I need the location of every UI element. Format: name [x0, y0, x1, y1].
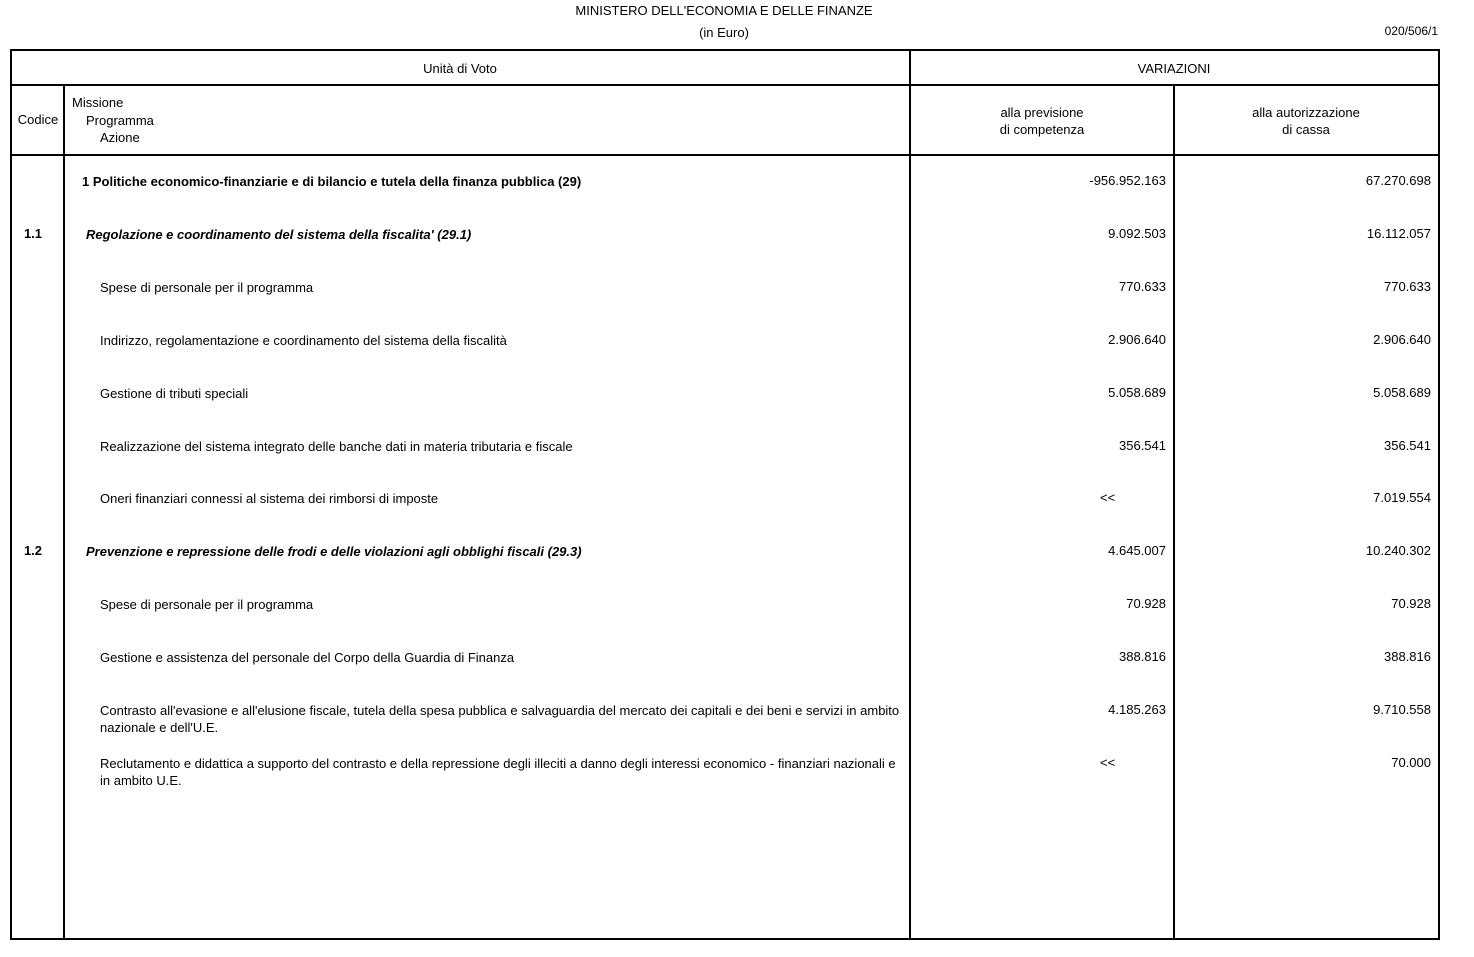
- row-cassa-value: 67.270.698: [1365, 173, 1431, 188]
- row-competenza-value: 70.928: [1126, 596, 1166, 611]
- row-description: Regolazione e coordinamento del sistema della fiscalita' (29.1): [86, 227, 472, 242]
- header-divider-2: [10, 154, 1440, 156]
- page-title: MINISTERO DELL'ECONOMIA E DELLE FINANZE: [575, 3, 873, 18]
- row-cassa-value: 70.000: [1391, 755, 1431, 770]
- row-competenza-value: 4.185.263: [1108, 702, 1166, 717]
- row-cassa-value: 356.541: [1384, 438, 1431, 453]
- header-cassa-line1: alla autorizzazione: [1252, 105, 1360, 120]
- row-code: 1.2: [23, 543, 43, 558]
- row-code: 1.1: [23, 226, 43, 241]
- table-row: [12, 702, 1436, 754]
- header-competenza-line1: alla previsione: [1000, 105, 1084, 120]
- row-description: Realizzazione del sistema integrato delle banche dati in materia tributaria e fiscale: [100, 439, 573, 454]
- row-description: Contrasto all'evasione e all'elusione fiscale, tutela della spesa pubblica e salvaguardia del mercato dei capitali e dei beni e servizi in ambito nazionale e dell'U.E.: [100, 703, 900, 735]
- row-competenza-value: 388.816: [1119, 649, 1166, 664]
- row-description: Prevenzione e repressione delle frodi e delle violazioni agli obblighi fiscali (29.3): [86, 544, 582, 559]
- table-row: [12, 385, 1436, 437]
- header-competenza-line2: di competenza: [999, 122, 1085, 137]
- table-row: [12, 279, 1436, 331]
- row-cassa-value: 10.240.302: [1365, 543, 1431, 558]
- header-missione: Missione: [72, 95, 124, 110]
- row-competenza-value: -956.952.163: [1089, 173, 1166, 188]
- table-row: [12, 490, 1436, 542]
- header-cassa: [1176, 104, 1436, 138]
- row-description: Indirizzo, regolamentazione e coordinamento del sistema della fiscalità: [100, 333, 507, 348]
- row-description: Oneri finanziari connessi al sistema dei rimborsi di imposte: [100, 491, 439, 506]
- row-competenza-value: 2.906.640: [1108, 332, 1166, 347]
- row-cassa-value: 9.710.558: [1373, 702, 1431, 717]
- row-cassa-value: 2.906.640: [1373, 332, 1431, 347]
- row-cassa-value: 5.058.689: [1373, 385, 1431, 400]
- row-description: Gestione e assistenza del personale del Corpo della Guardia di Finanza: [100, 650, 515, 665]
- row-description: Gestione di tributi speciali: [100, 386, 249, 401]
- table-row: [12, 438, 1436, 490]
- header-azione: Azione: [100, 130, 140, 145]
- header-cassa-line2: di cassa: [1282, 122, 1330, 137]
- header-codice: Codice: [17, 112, 59, 127]
- table-row: [12, 543, 1436, 595]
- row-description: Spese di personale per il programma: [100, 280, 314, 295]
- row-description: Spese di personale per il programma: [100, 597, 314, 612]
- table-row: [12, 649, 1436, 701]
- header-divider-1: [10, 84, 1440, 86]
- row-cassa-value: 70.928: [1391, 596, 1431, 611]
- row-competenza-value: 9.092.503: [1108, 226, 1166, 241]
- document-code: 020/506/1: [1384, 24, 1438, 38]
- page-subtitle: (in Euro): [699, 25, 749, 40]
- row-cassa-value: 770.633: [1384, 279, 1431, 294]
- row-competenza-value: 356.541: [1119, 438, 1166, 453]
- row-description: 1 Politiche economico-finanziarie e di bilancio e tutela della finanza pubblica (29): [82, 174, 582, 189]
- table-row: [12, 332, 1436, 384]
- row-competenza-value: 4.645.007: [1108, 543, 1166, 558]
- row-cassa-value: 7.019.554: [1373, 490, 1431, 505]
- table-row: [12, 226, 1436, 278]
- header-competenza: [912, 104, 1172, 138]
- table-row: [12, 596, 1436, 648]
- table-row: [12, 755, 1436, 807]
- row-cassa-value: 16.112.057: [1366, 226, 1431, 241]
- row-competenza-value: 5.058.689: [1108, 385, 1166, 400]
- table-row: [12, 173, 1436, 225]
- row-competenza-value: <<: [1100, 755, 1116, 770]
- header-programma: Programma: [86, 113, 154, 128]
- header-variazioni: VARIAZIONI: [1137, 61, 1211, 76]
- row-description: Reclutamento e didattica a supporto del contrasto e della repressione degli illeciti a danno degli interessi economico - finanziari nazionali e in ambito U.E.: [100, 756, 896, 788]
- row-competenza-value: 770.633: [1119, 279, 1166, 294]
- row-competenza-value: <<: [1100, 490, 1116, 505]
- row-cassa-value: 388.816: [1384, 649, 1431, 664]
- header-unita-di-voto: Unità di Voto: [423, 61, 497, 76]
